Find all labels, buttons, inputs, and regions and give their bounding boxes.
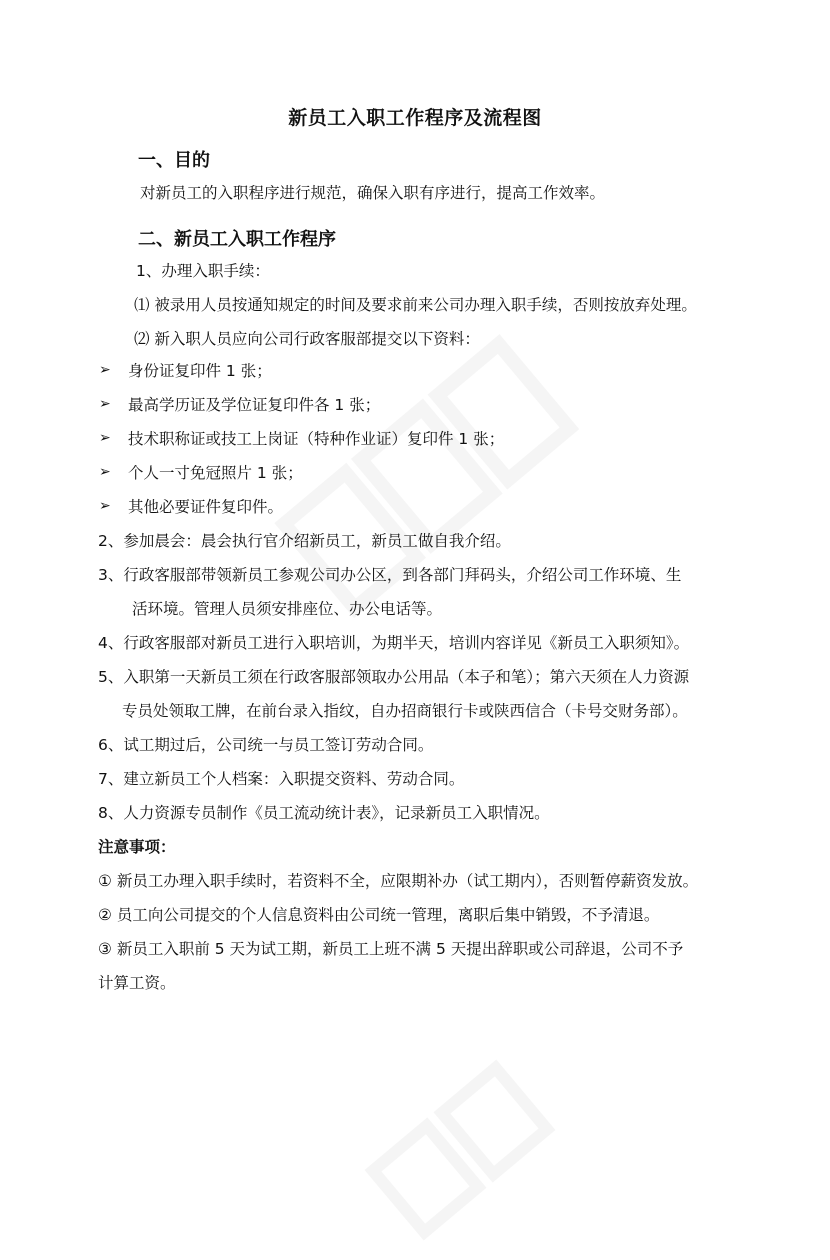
list-item: 个人一寸免冠照片 1 张； bbox=[128, 464, 303, 482]
arrow-bullet-icon: ➢ bbox=[99, 498, 111, 514]
note-3-line-2: 计算工资。 bbox=[98, 974, 176, 992]
note-1: ① 新员工办理入职手续时，若资料不全，应限期补办（试工期内），否则暂停薪资发放。 bbox=[98, 872, 699, 890]
section-heading-purpose: 一、目的 bbox=[138, 150, 210, 171]
notes-heading: 注意事项： bbox=[98, 838, 176, 856]
step-3-line-1: 3、行政客服部带领新员工参观公司办公区，到各部门拜码头，介绍公司工作环境、生 bbox=[98, 566, 682, 584]
step-3-line-2: 活环境。管理人员须安排座位、办公电话等。 bbox=[132, 600, 443, 618]
step-4: 4、行政客服部对新员工进行入职培训，为期半天，培训内容详见《新员工入职须知》。 bbox=[98, 634, 690, 652]
list-item: 身份证复印件 1 张； bbox=[128, 362, 272, 380]
arrow-bullet-icon: ➢ bbox=[99, 464, 111, 480]
note-2: ② 员工向公司提交的个人信息资料由公司统一管理，离职后集中销毁，不予清退。 bbox=[98, 906, 660, 924]
list-item: 技术职称证或技工上岗证（特种作业证）复印件 1 张； bbox=[128, 430, 505, 448]
list-item: 其他必要证件复印件。 bbox=[128, 498, 284, 516]
step-1-title: 1、办理入职手续： bbox=[136, 262, 270, 280]
step-7: 7、建立新员工个人档案：入职提交资料、劳动合同。 bbox=[98, 770, 465, 788]
step-1-sub-2: ⑵ 新入职人员应向公司行政客服部提交以下资料： bbox=[134, 330, 480, 348]
list-item: 最高学历证及学位证复印件各 1 张； bbox=[128, 396, 381, 414]
step-8: 8、人力资源专员制作《员工流动统计表》，记录新员工入职情况。 bbox=[98, 804, 550, 822]
document-title: 新员工入职工作程序及流程图 bbox=[288, 107, 542, 129]
step-1-sub-1: ⑴ 被录用人员按通知规定的时间及要求前来公司办理入职手续，否则按放弃处理。 bbox=[134, 296, 697, 314]
section-heading-procedure: 二、新员工入职工作程序 bbox=[138, 229, 336, 250]
step-5-line-1: 5、入职第一天新员工须在行政客服部领取办公用品（本子和笔）；第六天须在人力资源 bbox=[98, 668, 690, 686]
step-6: 6、试工期过后，公司统一与员工签订劳动合同。 bbox=[98, 736, 434, 754]
watermark-graphic-bottom bbox=[345, 1040, 575, 1260]
step-2: 2、参加晨会：晨会执行官介绍新员工，新员工做自我介绍。 bbox=[98, 532, 511, 550]
step-5-line-2: 专员处领取工牌，在前台录入指纹，自办招商银行卡或陕西信合（卡号交财务部）。 bbox=[122, 702, 688, 720]
purpose-text: 对新员工的入职程序进行规范，确保入职有序进行，提高工作效率。 bbox=[140, 184, 606, 202]
note-3-line-1: ③ 新员工入职前 5 天为试工期，新员工上班不满 5 天提出辞职或公司辞退，公司不予 bbox=[98, 940, 684, 958]
arrow-bullet-icon: ➢ bbox=[99, 396, 111, 412]
arrow-bullet-icon: ➢ bbox=[99, 362, 111, 378]
arrow-bullet-icon: ➢ bbox=[99, 430, 111, 446]
